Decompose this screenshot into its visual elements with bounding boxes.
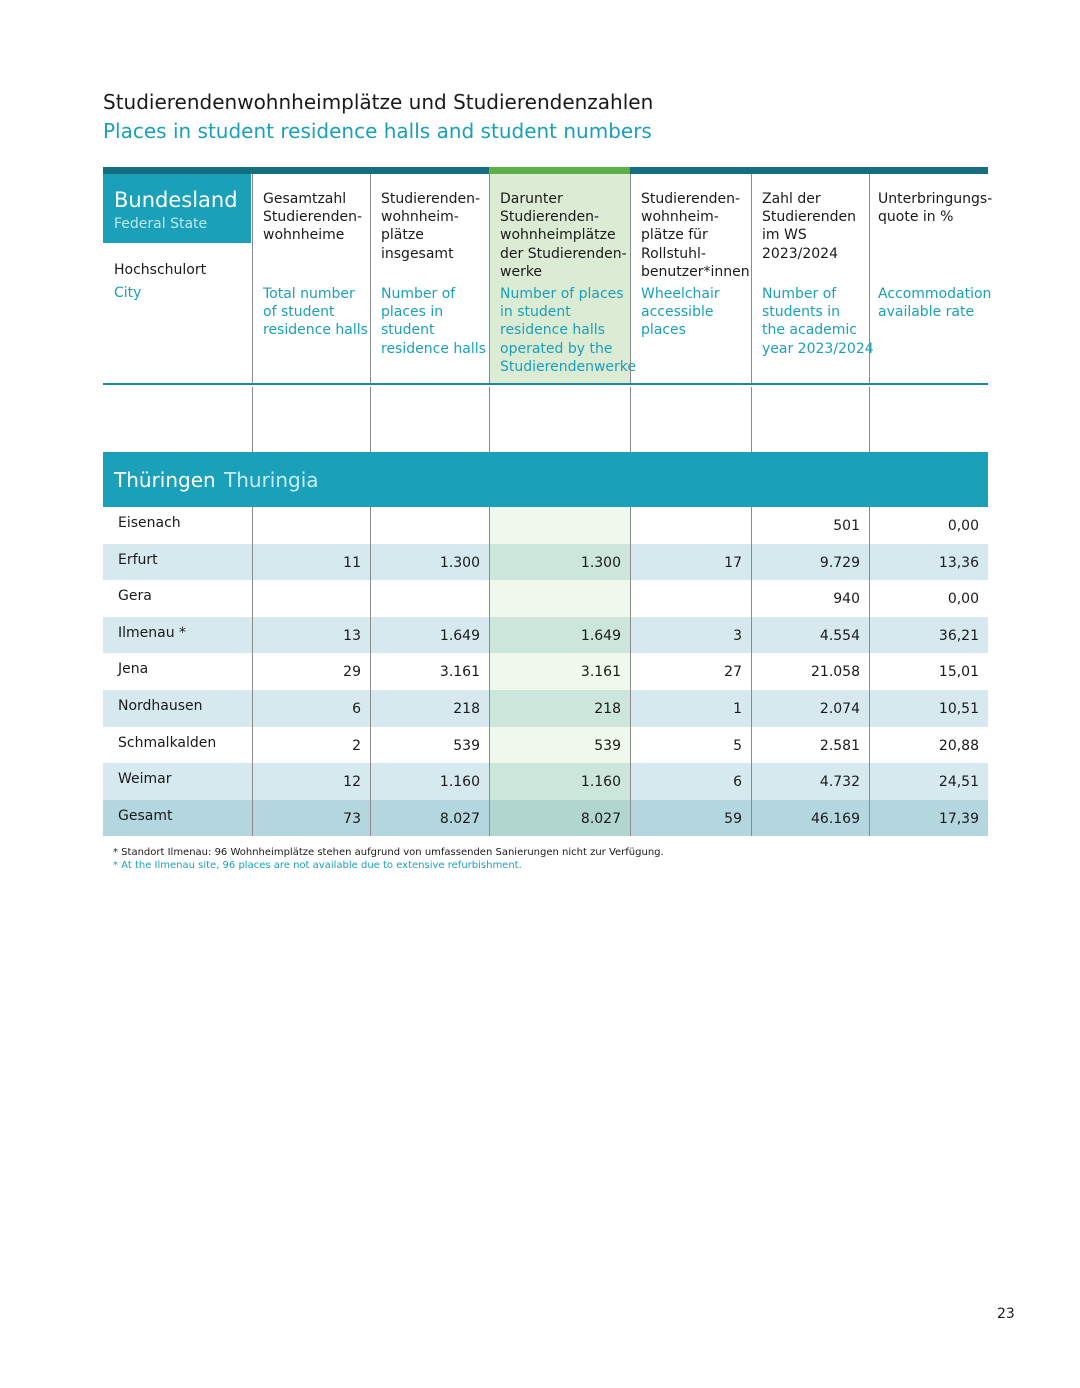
value-cell: 73 [252,800,370,837]
city-name: Erfurt [118,551,158,568]
state-header-en: Federal State [114,216,208,232]
city-cell [103,653,252,690]
table-body [103,507,988,836]
col-halls-en: Total number of student residence halls [263,286,368,339]
spacer-cell [370,387,489,452]
value-cell: 8.027 [370,800,489,837]
state-header-box [103,174,251,243]
city-header-en: City [114,285,142,301]
value-cell: 3 [630,617,751,654]
city-name: Weimar [118,771,172,788]
value-cell [630,507,751,544]
table-row [103,653,988,690]
table-total-row [103,800,988,837]
header-col-halls [252,174,370,383]
value-cell: 539 [489,727,630,764]
city-cell [103,507,252,544]
header-col-studierendenwerke [489,174,636,383]
value-cell: 218 [370,690,489,727]
spacer-cell [751,387,869,452]
value-cell: 13,36 [869,544,988,581]
value-cell: 24,51 [869,763,988,800]
value-cell: 1 [630,690,751,727]
table-row [103,617,988,654]
header-col-wheelchair [630,174,751,383]
value-cell: 46.169 [751,800,869,837]
value-cell: 940 [751,580,869,617]
col-places-en: Number of places in student residence halls [381,286,486,357]
page-number: 23 [997,1306,1015,1322]
value-cell [370,507,489,544]
value-cell: 2 [252,727,370,764]
page-title: Studierendenwohnheimplätze und Studierendenzahlen [103,90,654,114]
spacer-cell [252,387,370,452]
city-cell [103,800,252,837]
city-header-de: Hochschulort [114,262,207,278]
value-cell: 4.732 [751,763,869,800]
value-cell [489,580,630,617]
table-row [103,507,988,544]
value-cell: 5 [630,727,751,764]
value-cell: 1.649 [489,617,630,654]
value-cell: 1.160 [489,763,630,800]
page-subtitle: Places in student residence halls and student numbers [103,119,652,143]
value-cell: 501 [751,507,869,544]
table-row [103,727,988,764]
value-cell: 3.161 [489,653,630,690]
header-state-column [103,174,252,383]
col-sw-en: Number of places in student residence halls operated by the Studierendenwerke [500,286,636,375]
value-cell: 1.300 [489,544,630,581]
header-col-rate [869,174,993,383]
city-name: Eisenach [118,515,181,531]
value-cell: 218 [489,690,630,727]
col-places-de: Studierenden- wohnheim- plätze insgesamt [381,191,480,262]
value-cell: 0,00 [869,507,988,544]
value-cell: 20,88 [869,727,988,764]
state-name-de: Thüringen [114,468,216,492]
state-name-en: Thuringia [224,468,319,492]
value-cell [252,507,370,544]
value-cell: 1.160 [370,763,489,800]
value-cell: 1.300 [370,544,489,581]
footnote-de: * Standort Ilmenau: 96 Wohnheimplätze stehen aufgrund von umfassenden Sanierungen nicht zur Verfügung. [113,847,664,858]
table-row [103,690,988,727]
value-cell: 539 [370,727,489,764]
value-cell: 21.058 [751,653,869,690]
city-name: Jena [118,661,149,678]
value-cell: 6 [252,690,370,727]
city-cell [103,544,252,581]
value-cell [630,580,751,617]
value-cell: 29 [252,653,370,690]
value-cell: 15,01 [869,653,988,690]
value-cell [370,580,489,617]
value-cell [489,507,630,544]
city-name: Gera [118,588,152,605]
col-students-de: Zahl der Studierenden im WS 2023/2024 [762,191,856,262]
table-header [103,174,993,385]
col-halls-de: Gesamtzahl Studierenden- wohnheime [263,191,362,244]
value-cell: 10,51 [869,690,988,727]
col-rate-de: Unterbringungs- quote in % [878,191,993,226]
col-wheelchair-en: Wheelchair accessible places [641,286,720,339]
city-cell [103,617,252,654]
value-cell: 0,00 [869,580,988,617]
table-row [103,763,988,800]
state-header-de: Bundesland [114,188,238,212]
value-cell: 59 [630,800,751,837]
value-cell [252,580,370,617]
spacer-cell [869,387,988,452]
state-banner [103,452,988,507]
city-cell [103,690,252,727]
value-cell: 4.554 [751,617,869,654]
value-cell: 17,39 [869,800,988,837]
value-cell: 9.729 [751,544,869,581]
table-row [103,544,988,581]
header-col-places [370,174,489,383]
value-cell: 3.161 [370,653,489,690]
city-name: Nordhausen [118,697,203,714]
value-cell: 2.581 [751,727,869,764]
header-col-students [751,174,874,383]
value-cell: 17 [630,544,751,581]
value-cell: 1.649 [370,617,489,654]
spacer-cell [630,387,751,452]
highlight-column-bar [489,167,630,174]
col-sw-de: Darunter Studierenden- wohnheimplätze der Studierenden- werke [500,191,627,280]
city-cell [103,763,252,800]
value-cell: 36,21 [869,617,988,654]
col-students-en: Number of students in the academic year 2023/2024 [762,286,874,357]
col-wheelchair-de: Studierenden- wohnheim- plätze für Rollstuhl- benutzer*innen [641,191,750,280]
footnote-en: * At the Ilmenau site, 96 places are not available due to extensive refurbishment. [113,860,522,871]
spacer-cell [489,387,630,452]
city-cell [103,727,252,764]
value-cell: 13 [252,617,370,654]
table-spacer-row [103,387,988,452]
value-cell: 2.074 [751,690,869,727]
city-cell [103,580,252,617]
value-cell: 12 [252,763,370,800]
value-cell: 11 [252,544,370,581]
city-name: Ilmenau * [118,624,187,641]
city-name: Gesamt [118,807,173,824]
city-name: Schmalkalden [118,734,217,751]
value-cell: 6 [630,763,751,800]
col-rate-en: Accommodation available rate [878,286,992,321]
table-row [103,580,988,617]
value-cell: 8.027 [489,800,630,837]
value-cell: 27 [630,653,751,690]
